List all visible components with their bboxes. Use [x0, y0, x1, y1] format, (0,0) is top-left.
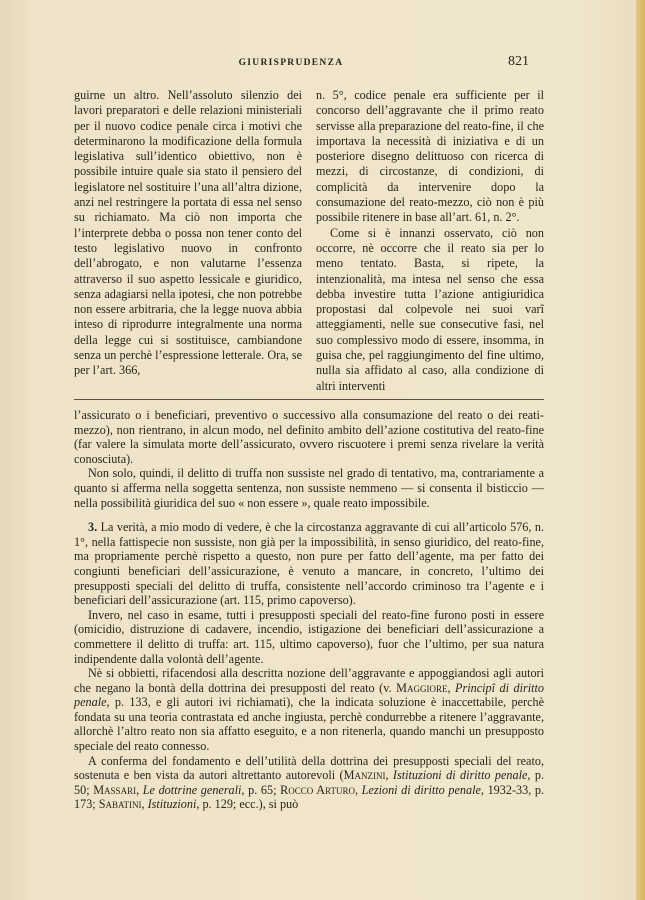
notes-section: [74, 408, 544, 812]
author-name: Sabatini: [98, 797, 142, 812]
note-text: La verità, a mio modo di vedere, è che la circostanza aggravante di cui all’articolo 576, n. 1°, nella fattispecie non sussiste, non già per la impossibilità, in senso giuridico, del reato-fine, ma propriamente perchè rispetto a questo, non pure per fatto dell’agente, ma per fatto dei congiunti beneficiari dell’assicurazione, è venuto a mancare, in concreto, l’ultimo dei presupposti speciali del delitto di truffa, consistente nell’accordo criminoso tra l’agente e i beneficiari dell’assicurazione (art. 115, primo capoverso).: [74, 520, 544, 608]
work-title: Lezioni di diritto penale: [361, 782, 481, 797]
paragraph: n. 5°, codice penale era sufficiente per il concorso dell’aggravante che il primo reato servisse alla preparazione del reato-fine, il che importava la necessità di iniziativa e di un posteriore disegno delittuoso con ricerca di mezzi, di circostanze, di condizioni, di complicità da intervenire dopo la consumazione del reato-mezzo, ciò non è più possibile ritenere in base all’art. 61, n. 2°.: [316, 88, 544, 225]
running-head: GIURISPRUDENZA: [238, 58, 344, 68]
note-paragraph: Invero, nel caso in esame, tutti i presupposti speciali del reato-fine furono posti in essere (omicidio, distruzione di cadavere, incendio, istigazione dei beneficiari dell’assicurazione a commettere il delitto di truffa: art. 115, ultimo capoverso), fuor che l’ultimo, per sua natura indipendente dalla volontà dell’agente.: [74, 607, 544, 666]
work-title: Principî di diritto penale: [74, 680, 544, 710]
two-column-text: [74, 88, 544, 394]
author-name: Maggiore: [396, 680, 448, 695]
author-name: Rocco Arturo: [280, 782, 355, 797]
work-title: Istituzioni di diritto penale: [392, 768, 528, 783]
section-divider: [74, 399, 544, 400]
note-text: Nè si obbietti, rifacendosi alla descritta nozione dell’aggravante e appoggiandosi agli autori che negano la bontà della dottrina dei presupposti del reato (v.: [74, 666, 544, 695]
page-edge: [636, 0, 645, 900]
page-number: 821: [508, 54, 529, 69]
citation-detail: , p. 50;: [74, 768, 545, 797]
citation-detail: , p. 65;: [241, 782, 277, 797]
author-name: Massari: [93, 782, 137, 797]
work-title: Le dottrine generali: [142, 782, 242, 797]
note-paragraph: l’assicurato o i beneficiari, preventivo o successivo alla consumazione del reato o dei reati-mezzo), non rientrano, in alcun modo, nel definito ambito dell’azione costitutiva del reato-fine (far valere la simulata morte dell’assicurato, ovvero riscuotere i premi senza rivelare la verità conosciuta).: [74, 408, 544, 466]
note-text: A conferma del fondamento e dell’utilità della dottrina dei presupposti speciali del reato, sostenuta e ben vista da autori altrettanto autorevoli (: [74, 753, 544, 783]
section-number: 3.: [88, 520, 98, 535]
note-paragraph-3: [74, 520, 544, 608]
paragraph: guirne un altro. Nell’assoluto silenzio dei lavori preparatori e delle relazioni ministeriali per il nuovo codice penale circa i motivi che determinarono la modificazione della formula legislativa sull’identico obiettivo, non è possibile intuire quale sia stato il pensiero del legislatore nel sostituire l’una all’altra dizione, anzi nel restringere la portata di essa nel senso su richiamato. Ma ciò non importa che l’interprete debba o possa non tener conto del testo legislativo nuovo in confronto dell’abrogato, e non valutarne l’essenza attraverso il suo aspetto lessicale e giuridico, senza adagiarsi nella ipotesi, che non potrebbe non essere arbitraria, che la legge nuova abbia inteso di riprodurre integralmente una norma della legge cui si sostituisce, cambiandone senza un perchè l’espressione letterale. Ora, se per l’art. 366,: [74, 88, 302, 378]
right-column: [316, 88, 544, 394]
page-header: [74, 54, 529, 70]
note-text: , p. 133, e gli autori ivi richiamati), che la indicata soluzione è inaccettabile, perchè fondata su una teoria contrastata ed anche ingiusta, perchè condurrebbe a ritenere l’aggravante, allorchè l’altro reato non sia affatto eseguito, e a non ritenerla, quando manchi un presupposto speciale del reato connesso.: [74, 695, 544, 754]
work-title: Istituzioni: [147, 797, 197, 812]
note-paragraph: A conferma del fondamento e dell’utilità della dottrina dei presupposti speciali del reato, sostenuta e ben vista da autori altrettanto autorevoli (Manzini, Istituzioni di diritto penale, p. 50; Massari, Le dottrine generali, p. 65; Rocco Arturo, Lezioni di diritto penale, 1932-33, p. 173; Sabatini, Istituzioni, p. 129; ecc.), si può: [74, 753, 545, 812]
note-paragraph: Non solo, quindi, il delitto di truffa non sussiste nel grado di tentativo, ma, contrariamente a quanto si afferma nella soggetta sentenza, non sussiste nemmeno — si consenta il bisticcio — nella possibilità giuridica del suo « non essere », quale reato impossibile.: [74, 466, 544, 510]
author-name: Manzini: [343, 768, 386, 783]
paragraph: Come si è innanzi osservato, ciò non occorre, nè occorre che il reato sia per lo meno tentato. Basta, si ripete, la intenzionalità, ma intesa nel senso che essa debba investire tutta l’azione antigiuridica propostasi dal colpevole nei suoi varî atteggiamenti, nelle sue consecutive fasi, nel suo complessivo modo di essere, insomma, in guisa che, pel raggiungimento del fine ultimo, nulla sia affidato al caso, alla condizione di altri interventi: [316, 225, 544, 393]
note-paragraph: Nè si obbietti, rifacendosi alla descritta nozione dell’aggravante e appoggiandosi agli autori che negano la bontà della dottrina dei presupposti del reato (v. Maggiore, Principî di diritto penale, p. 133, e gli autori ivi richiamati), che la indicata soluzione è inaccettabile, perchè fondata su una teoria contrastata ed anche ingiusta, perchè condurrebbe a ritenere l’aggravante, allorchè l’altro reato non sia affatto eseguito, e a non ritenerla, quando manchi un presupposto speciale del reato connesso.: [74, 666, 544, 754]
left-column: [74, 88, 302, 394]
citation-detail: , p. 129; ecc.), si può: [196, 797, 299, 812]
citation-detail: , 1932-33, p. 173;: [74, 782, 545, 812]
